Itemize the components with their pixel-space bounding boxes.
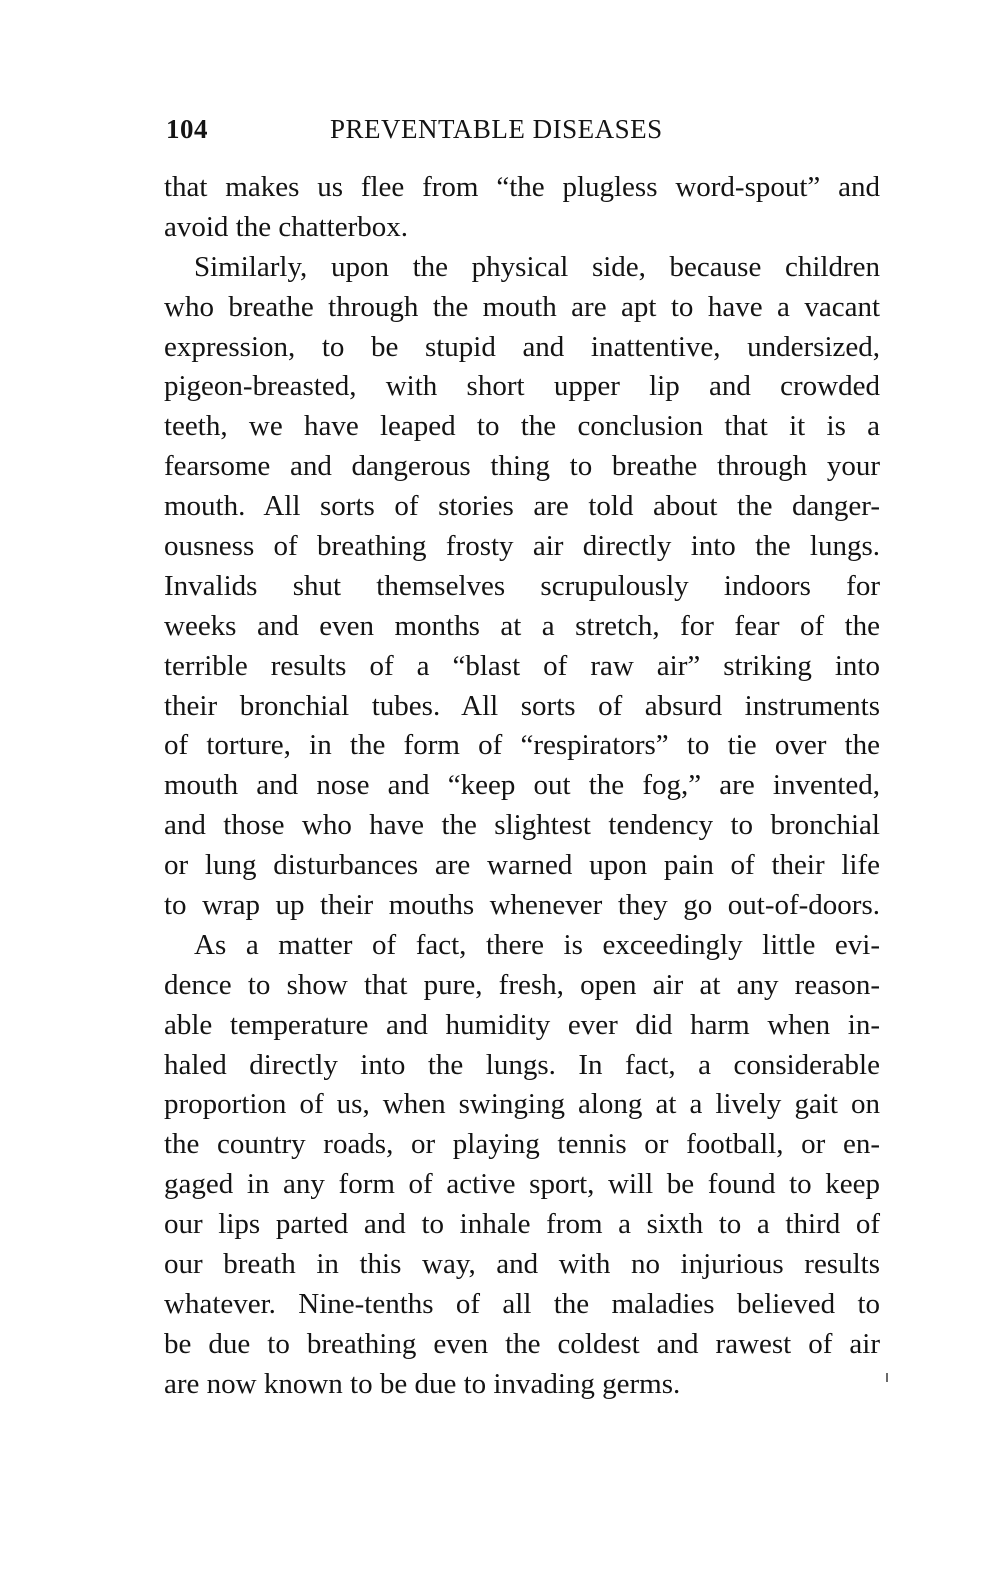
text-line: be due to breathing even the coldest and rawest of air <box>164 1327 880 1360</box>
text-line: Invalids shut themselves scrupulously indoors for <box>164 569 880 602</box>
text-line: terrible results of a “blast of raw air” striking into <box>164 649 880 682</box>
text-line: dence to show that pure, fresh, open air at any reason- <box>164 968 880 1001</box>
text-line: avoid the chatterbox. <box>164 210 408 243</box>
scan-speck <box>886 1373 888 1382</box>
page-header <box>166 114 718 154</box>
text-line: proportion of us, when swinging along at a lively gait on <box>164 1088 880 1121</box>
text-line: our lips parted and to inhale from a sixth to a third of <box>164 1208 880 1241</box>
text-line: expression, to be stupid and inattentive, undersized, <box>164 330 880 363</box>
text-line: fearsome and dangerous thing to breathe through your <box>164 450 880 483</box>
text-line: whatever. Nine-tenths of all the maladies believed to <box>164 1287 880 1320</box>
text-line: As a matter of fact, there is exceedingly little evi- <box>194 928 880 961</box>
paragraph <box>164 248 880 926</box>
text-line: and those who have the slightest tendency to bronchial <box>164 809 880 842</box>
paragraph <box>164 926 880 1405</box>
page-body <box>164 168 880 1405</box>
text-line: their bronchial tubes. All sorts of absurd instruments <box>164 689 880 722</box>
text-line: weeks and even months at a stretch, for fear of the <box>164 609 880 642</box>
text-line: Similarly, upon the physical side, because children <box>194 250 880 283</box>
text-line: mouth and nose and “keep out the fog,” are invented, <box>164 769 880 802</box>
text-line: of torture, in the form of “respirators” to tie over the <box>164 729 880 762</box>
page-number: 104 <box>166 114 208 144</box>
text-line: pigeon-breasted, with short upper lip and crowded <box>164 370 880 403</box>
text-line: the country roads, or playing tennis or football, or en- <box>164 1128 880 1161</box>
running-title: PREVENTABLE DISEASES <box>330 114 663 144</box>
paragraph <box>164 168 880 248</box>
text-line: or lung disturbances are warned upon pain of their life <box>164 849 880 882</box>
text-line: teeth, we have leaped to the conclusion that it is a <box>164 410 880 443</box>
text-line: to wrap up their mouths whenever they go out-of-doors. <box>164 889 880 922</box>
text-line: our breath in this way, and with no injurious results <box>164 1248 880 1281</box>
text-line: who breathe through the mouth are apt to have a vacant <box>164 290 880 323</box>
text-line: that makes us flee from “the plugless word-spout” and <box>164 171 880 203</box>
text-line: are now known to be due to invading germs. <box>164 1367 681 1400</box>
text-line: haled directly into the lungs. In fact, a considerable <box>164 1048 880 1081</box>
text-line: gaged in any form of active sport, will be found to keep <box>164 1168 880 1201</box>
text-line: mouth. All sorts of stories are told about the danger- <box>164 490 880 523</box>
text-line: able temperature and humidity ever did harm when in- <box>164 1008 880 1041</box>
text-line: ousness of breathing frosty air directly into the lungs. <box>164 530 880 563</box>
